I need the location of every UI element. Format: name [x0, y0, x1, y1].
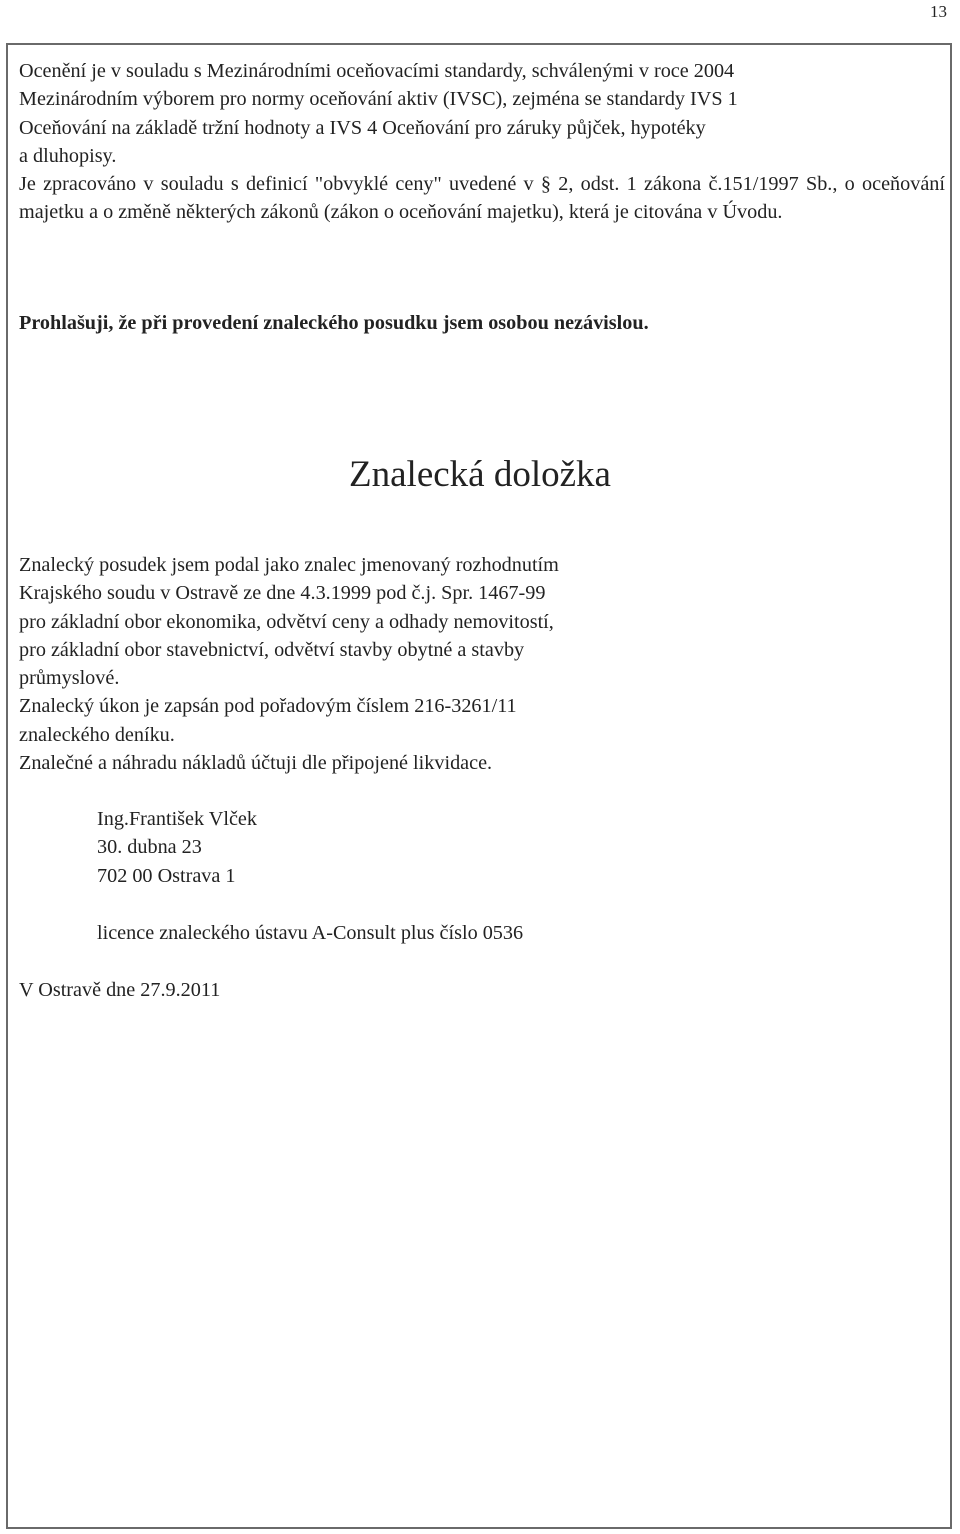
page-border [6, 43, 952, 1529]
expert-clause-line-5: průmyslové. [19, 667, 120, 690]
expert-clause-line-2: Krajského soudu v Ostravě ze dne 4.3.1999 pod č.j. Spr. 1467-99 [19, 582, 546, 605]
expert-clause-line-6: Znalecký úkon je zapsán pod pořadovým číslem 216-3261/11 [19, 695, 517, 718]
page-number: 13 [930, 2, 947, 21]
document-content [19, 57, 949, 1001]
expert-clause-line-3: pro základní obor ekonomika, odvětví ceny a odhady nemovitostí, [19, 610, 554, 633]
valuation-standards-line-4: a dluhopisy. [19, 144, 117, 167]
expert-clause-line-7: znaleckého deníku. [19, 723, 175, 746]
place-and-date: V Ostravě dne 27.9.2011 [19, 979, 221, 1001]
institute-license: licence znaleckého ústavu A-Consult plus číslo 0536 [97, 921, 524, 944]
expert-clause-body [19, 551, 949, 777]
expert-clause-title: Znalecká doložka [349, 454, 611, 495]
usual-price-definition: Je zpracováno v souladu s definicí "obvyklé ceny" uvedené v § 2, odst. 1 zákona č.151/1997 Sb., o oceňování majetku a o změně některých zákonů (zákon o oceňování majetku), která je citována v Úvodu. [19, 173, 945, 224]
expert-street: 30. dubna 23 [97, 836, 202, 859]
valuation-standards-line-3: Oceňování na základě tržní hodnoty a IVS 4 Oceňování pro záruky půjček, hypotéky [19, 116, 706, 139]
independence-declaration: Prohlašuji, že při provedení znaleckého posudku jsem osobou nezávislou. [19, 312, 649, 334]
valuation-standards-line-1: Ocenění je v souladu s Mezinárodními oceňovacími standardy, schválenými v roce 2004 [19, 60, 735, 82]
expert-name: Ing.František Vlček [97, 808, 257, 830]
expert-clause-line-4: pro základní obor stavebnictví, odvětví stavby obytné a stavby [19, 638, 525, 661]
expert-clause-line-8: Znalečné a náhradu nákladů účtuji dle připojené likvidace. [19, 752, 493, 775]
expert-city: 702 00 Ostrava 1 [97, 864, 236, 887]
valuation-standards-line-2: Mezinárodním výborem pro normy oceňování aktiv (IVSC), zejména se standardy IVS 1 [19, 88, 738, 111]
expert-clause-line-1: Znalecký posudek jsem podal jako znalec jmenovaný rozhodnutím [19, 554, 559, 576]
valuation-standards-section [19, 57, 949, 227]
expert-signature-block [97, 805, 523, 947]
